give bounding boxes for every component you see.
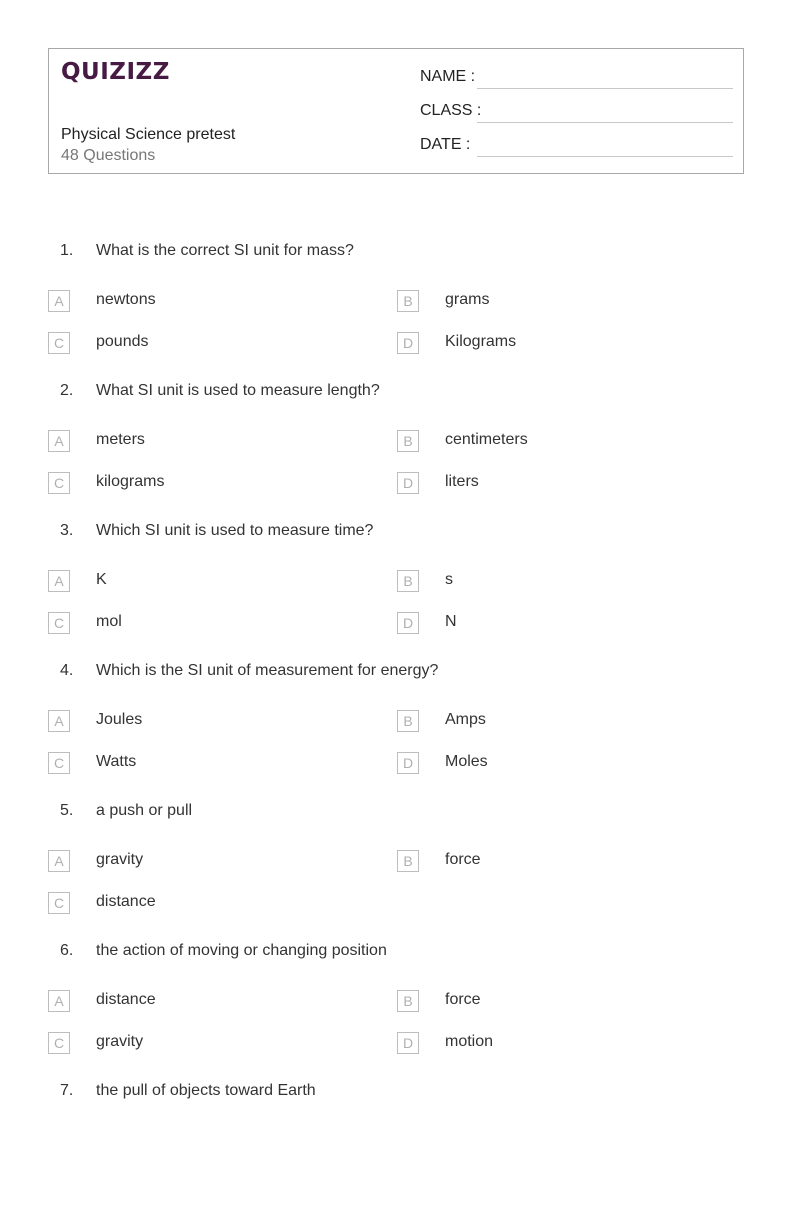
- question-number: 4.: [60, 662, 74, 679]
- class-field-line: [477, 122, 733, 123]
- question-number: 3.: [60, 522, 74, 539]
- question-text: What SI unit is used to measure length?: [96, 382, 380, 399]
- option-text: liters: [445, 473, 479, 490]
- option-letter-box: A: [48, 430, 70, 452]
- question-number: 7.: [60, 1082, 74, 1099]
- option-text: Kilograms: [445, 333, 517, 350]
- option-text: Amps: [445, 711, 486, 728]
- option-letter-box: D: [397, 1032, 419, 1054]
- option-letter-box: C: [48, 892, 70, 914]
- option-letter-box: C: [48, 1032, 70, 1054]
- option-letter-box: B: [397, 710, 419, 732]
- option-text: Moles: [445, 753, 488, 770]
- option-letter-box: A: [48, 570, 70, 592]
- question-number: 2.: [60, 382, 74, 399]
- question-number: 5.: [60, 802, 74, 819]
- question-text: Which is the SI unit of measurement for energy?: [96, 662, 439, 679]
- class-field-label: CLASS :: [420, 102, 482, 119]
- name-field-line: [477, 88, 733, 89]
- option-text: force: [445, 851, 481, 868]
- option-letter-box: C: [48, 612, 70, 634]
- option-text: distance: [96, 991, 156, 1008]
- option-text: pounds: [96, 333, 149, 350]
- quizizz-logo: QUIZIZZ: [61, 59, 170, 85]
- option-letter-box: C: [48, 752, 70, 774]
- option-text: distance: [96, 893, 156, 910]
- option-text: mol: [96, 613, 122, 630]
- option-text: grams: [445, 291, 490, 308]
- question-number: 6.: [60, 942, 74, 959]
- option-text: newtons: [96, 291, 156, 308]
- question-item: [0, 942, 794, 1082]
- question-count: 48 Questions: [61, 147, 156, 164]
- question-text: a push or pull: [96, 802, 193, 819]
- option-letter-box: A: [48, 290, 70, 312]
- question-text: the pull of objects toward Earth: [96, 1082, 316, 1099]
- question-item: [0, 662, 794, 802]
- question-text: the action of moving or changing position: [96, 942, 387, 959]
- option-text: gravity: [96, 1033, 144, 1050]
- option-letter-box: A: [48, 990, 70, 1012]
- option-text: Watts: [96, 753, 137, 770]
- option-letter-box: C: [48, 472, 70, 494]
- question-number: 1.: [60, 242, 74, 259]
- option-letter-box: D: [397, 332, 419, 354]
- option-letter-box: C: [48, 332, 70, 354]
- option-text: force: [445, 991, 481, 1008]
- name-field-label: NAME :: [420, 68, 476, 85]
- option-letter-box: B: [397, 430, 419, 452]
- option-text: s: [445, 571, 453, 588]
- question-item: [0, 1082, 794, 1222]
- option-letter-box: A: [48, 710, 70, 732]
- option-text: Joules: [96, 711, 143, 728]
- option-text: kilograms: [96, 473, 165, 490]
- worksheet-title: Physical Science pretest: [61, 126, 236, 143]
- option-text: gravity: [96, 851, 144, 868]
- option-text: K: [96, 571, 107, 588]
- option-text: centimeters: [445, 431, 528, 448]
- question-text: What is the correct SI unit for mass?: [96, 242, 354, 259]
- option-letter-box: B: [397, 290, 419, 312]
- option-letter-box: B: [397, 570, 419, 592]
- question-item: [0, 242, 794, 382]
- question-item: [0, 802, 794, 942]
- worksheet-header: [48, 48, 744, 174]
- question-item: [0, 382, 794, 522]
- option-letter-box: A: [48, 850, 70, 872]
- option-letter-box: D: [397, 472, 419, 494]
- date-field-label: DATE :: [420, 136, 471, 153]
- question-text: Which SI unit is used to measure time?: [96, 522, 374, 539]
- option-text: meters: [96, 431, 145, 448]
- option-letter-box: B: [397, 850, 419, 872]
- date-field-line: [477, 156, 733, 157]
- option-letter-box: B: [397, 990, 419, 1012]
- question-item: [0, 522, 794, 662]
- option-letter-box: D: [397, 752, 419, 774]
- option-text: motion: [445, 1033, 494, 1050]
- option-text: N: [445, 613, 457, 630]
- option-letter-box: D: [397, 612, 419, 634]
